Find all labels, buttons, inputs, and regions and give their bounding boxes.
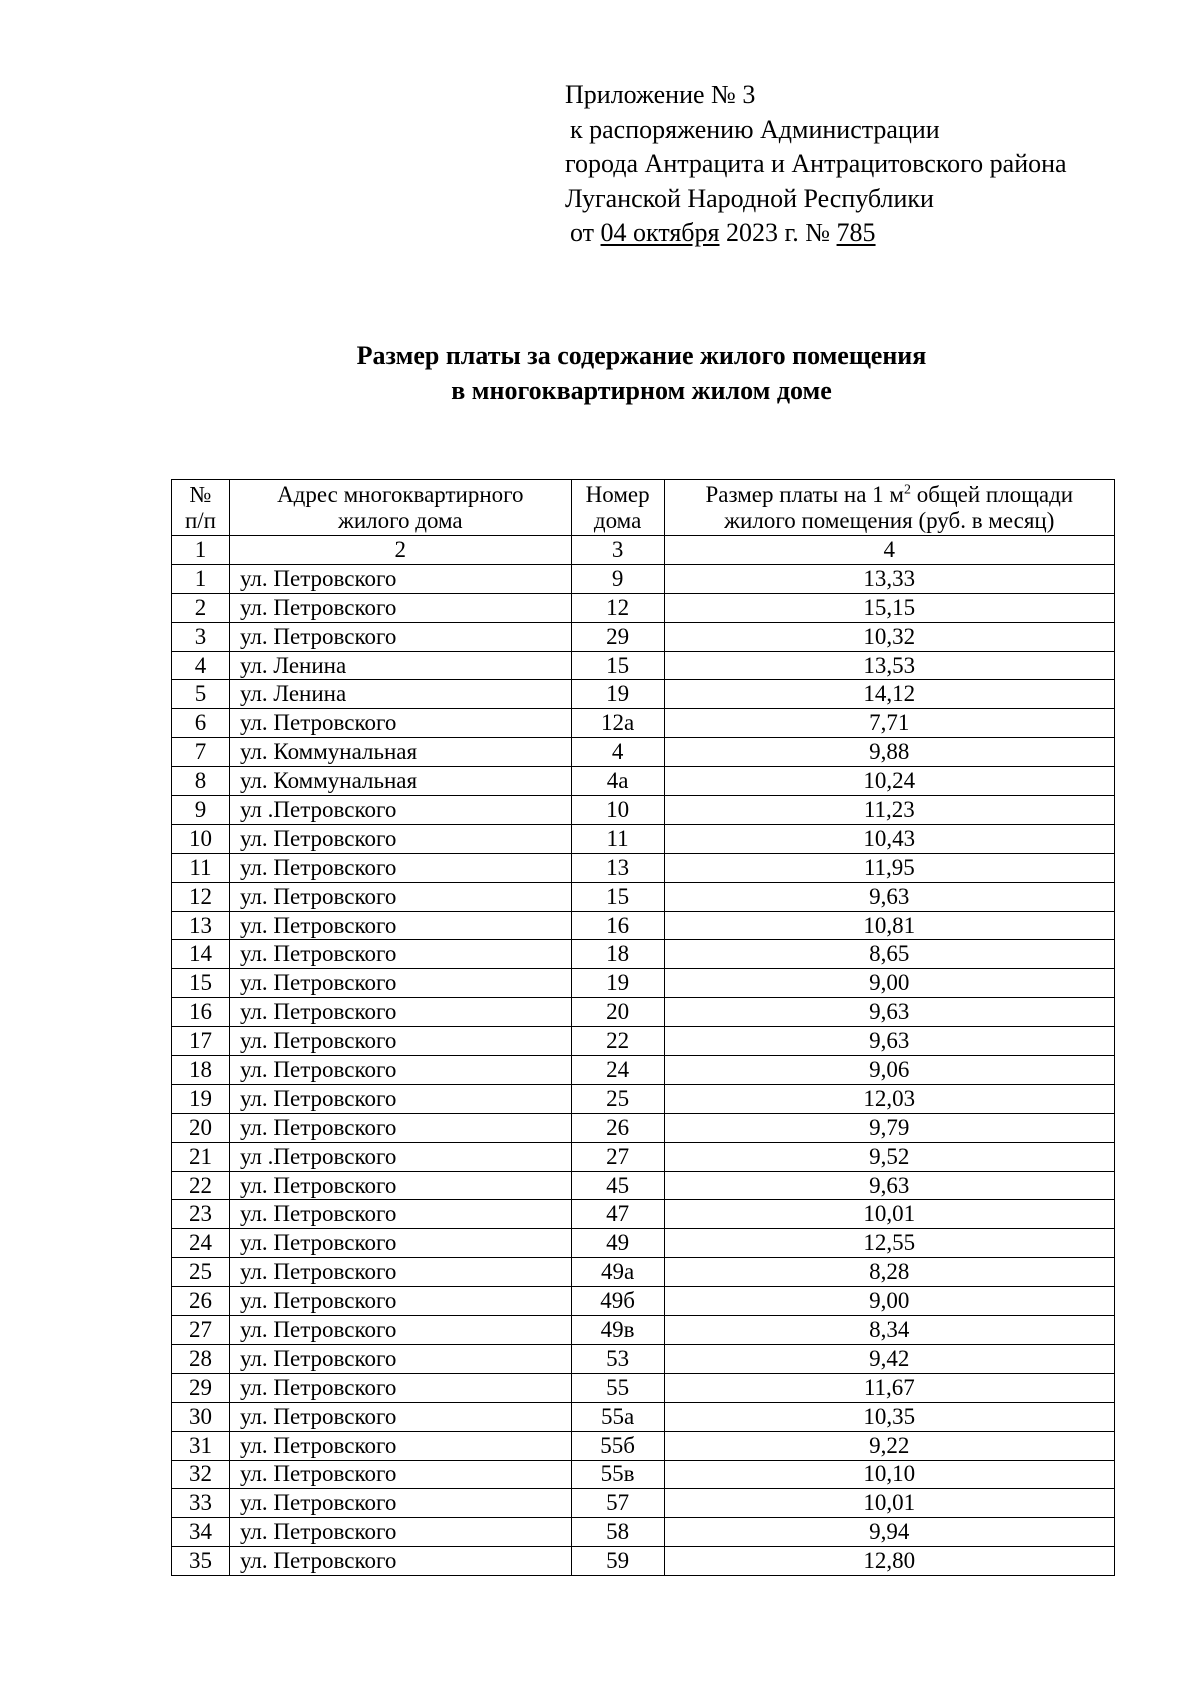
row-number-cell: 4 [172,651,230,680]
table-row [172,1056,1115,1085]
address-cell: ул. Петровского [229,1171,571,1200]
row-number-cell: 20 [172,1113,230,1142]
fee-cell: 10,24 [664,767,1114,796]
address-cell: ул. Петровского [229,1518,571,1547]
fee-cell: 9,00 [664,969,1114,998]
table-row [172,680,1115,709]
row-number-cell: 26 [172,1287,230,1316]
fee-cell: 9,63 [664,1027,1114,1056]
header-house-number [571,480,664,536]
house-number-cell: 13 [571,853,664,882]
fee-cell: 9,22 [664,1431,1114,1460]
row-number-cell: 1 [172,564,230,593]
row-number-cell: 18 [172,1056,230,1085]
appendix-line-2: к распоряжению Администрации [570,114,940,144]
row-number-cell: 14 [172,940,230,969]
table-row [172,1547,1115,1576]
fee-cell: 7,71 [664,709,1114,738]
table-row [172,1460,1115,1489]
fee-cell: 9,63 [664,882,1114,911]
house-number-cell: 19 [571,680,664,709]
header-number-line-2: п/п [184,507,216,533]
table-row [172,1258,1115,1287]
fee-cell: 9,79 [664,1113,1114,1142]
house-number-cell: 24 [571,1056,664,1085]
address-cell: ул. Петровского [229,593,571,622]
appendix-date-line [565,216,1067,251]
house-number-cell: 12 [571,593,664,622]
table-row [172,882,1115,911]
row-number-cell: 34 [172,1518,230,1547]
fee-cell: 13,33 [664,564,1114,593]
table-row [172,824,1115,853]
row-number-cell: 22 [172,1171,230,1200]
column-number-cell: 1 [172,536,230,565]
house-number-cell: 15 [571,882,664,911]
fee-cell: 10,32 [664,622,1114,651]
table-row [172,767,1115,796]
house-number-cell: 53 [571,1344,664,1373]
table-row [172,1200,1115,1229]
date-year: 2023 г. № [719,218,837,247]
row-number-cell: 30 [172,1402,230,1431]
house-number-cell: 10 [571,796,664,825]
house-number-cell: 58 [571,1518,664,1547]
address-cell: ул. Петровского [229,911,571,940]
table-row [172,709,1115,738]
table-row [172,1287,1115,1316]
house-number-cell: 29 [571,622,664,651]
fee-cell: 13,53 [664,651,1114,680]
row-number-cell: 33 [172,1489,230,1518]
table-row [172,911,1115,940]
appendix-line-3: города Антрацита и Антрацитовского района [565,149,1067,178]
fee-cell: 12,80 [664,1547,1114,1576]
row-number-cell: 13 [172,911,230,940]
row-number-cell: 3 [172,622,230,651]
fee-cell: 15,15 [664,593,1114,622]
fee-cell: 11,23 [664,796,1114,825]
column-number-cell: 2 [229,536,571,565]
header-fee-line-1 [665,482,1114,508]
fee-cell: 9,94 [664,1518,1114,1547]
header-fee-superscript: 2 [903,481,911,497]
row-number-cell: 5 [172,680,230,709]
row-number-cell: 27 [172,1316,230,1345]
house-number-cell: 49б [571,1287,664,1316]
table-row [172,1489,1115,1518]
table-row [172,1113,1115,1142]
house-number-cell: 11 [571,824,664,853]
row-number-cell: 19 [172,1084,230,1113]
row-number-cell: 10 [172,824,230,853]
address-cell: ул. Петровского [229,1084,571,1113]
address-cell: ул. Петровского [229,564,571,593]
address-cell: ул. Петровского [229,1258,571,1287]
address-cell: ул. Петровского [229,1431,571,1460]
address-cell: ул. Петровского [229,1547,571,1576]
address-cell: ул. Ленина [229,651,571,680]
table-row [172,1518,1115,1547]
house-number-cell: 20 [571,998,664,1027]
header-house-line-2: дома [593,507,642,533]
fee-cell: 9,42 [664,1344,1114,1373]
address-cell: ул. Петровского [229,853,571,882]
table-row [172,1229,1115,1258]
fee-cell: 9,06 [664,1056,1114,1085]
table-row [172,969,1115,998]
date-prefix: от [570,218,601,247]
address-cell: ул. Петровского [229,969,571,998]
house-number-cell: 55в [571,1460,664,1489]
row-number-cell: 24 [172,1229,230,1258]
fee-cell: 9,00 [664,1287,1114,1316]
address-cell: ул. Петровского [229,1229,571,1258]
house-number-cell: 19 [571,969,664,998]
address-cell: ул .Петровского [229,1142,571,1171]
fee-cell: 9,88 [664,738,1114,767]
table-row [172,796,1115,825]
fee-cell: 10,01 [664,1489,1114,1518]
appendix-header [565,78,1067,251]
house-number-cell: 22 [571,1027,664,1056]
fee-cell: 14,12 [664,680,1114,709]
house-number-cell: 49 [571,1229,664,1258]
house-number-cell: 55 [571,1373,664,1402]
header-fee-line-2: жилого помещения (руб. в месяц) [724,507,1055,533]
header-address-line-1: Адрес многоквартирного [277,481,524,507]
house-number-cell: 26 [571,1113,664,1142]
house-number-cell: 25 [571,1084,664,1113]
row-number-cell: 15 [172,969,230,998]
row-number-cell: 21 [172,1142,230,1171]
column-number-cell: 4 [664,536,1114,565]
address-cell: ул. Петровского [229,1489,571,1518]
address-cell: ул. Петровского [229,940,571,969]
fee-cell: 9,63 [664,998,1114,1027]
address-cell: ул. Ленина [229,680,571,709]
row-number-cell: 11 [172,853,230,882]
table-body [172,536,1115,1576]
address-cell: ул. Петровского [229,1316,571,1345]
column-number-row [172,536,1115,565]
house-number-cell: 49а [571,1258,664,1287]
fee-cell: 10,35 [664,1402,1114,1431]
house-number-cell: 47 [571,1200,664,1229]
address-cell: ул. Петровского [229,1027,571,1056]
table-row [172,622,1115,651]
row-number-cell: 8 [172,767,230,796]
address-cell: ул. Петровского [229,1402,571,1431]
appendix-line-1: Приложение № 3 [565,80,756,109]
row-number-cell: 31 [172,1431,230,1460]
table-row [172,651,1115,680]
table-row [172,738,1115,767]
table-row [172,593,1115,622]
row-number-cell: 29 [172,1373,230,1402]
house-number-cell: 59 [571,1547,664,1576]
fee-cell: 8,65 [664,940,1114,969]
row-number-cell: 6 [172,709,230,738]
house-number-cell: 18 [571,940,664,969]
address-cell: ул. Петровского [229,1056,571,1085]
address-cell: ул. Коммунальная [229,767,571,796]
table-row [172,940,1115,969]
address-cell: ул. Петровского [229,882,571,911]
row-number-cell: 23 [172,1200,230,1229]
header-fee-text-a: Размер платы на 1 м [705,481,904,507]
table-row [172,1402,1115,1431]
address-cell: ул. Петровского [229,1287,571,1316]
fee-cell: 12,03 [664,1084,1114,1113]
order-number: 785 [836,218,876,247]
header-number [172,480,230,536]
document-title [0,338,1200,408]
fee-cell: 10,01 [664,1200,1114,1229]
house-number-cell: 55а [571,1402,664,1431]
header-number-line-1: № [189,481,212,507]
house-number-cell: 27 [571,1142,664,1171]
row-number-cell: 12 [172,882,230,911]
header-address-line-2: жилого дома [337,507,463,533]
house-number-cell: 15 [571,651,664,680]
fee-cell: 11,67 [664,1373,1114,1402]
fee-cell: 10,43 [664,824,1114,853]
fee-cell: 8,34 [664,1316,1114,1345]
table-row [172,998,1115,1027]
address-cell: ул. Петровского [229,998,571,1027]
house-number-cell: 49в [571,1316,664,1345]
order-date: 04 октября [600,218,720,247]
row-number-cell: 16 [172,998,230,1027]
house-number-cell: 16 [571,911,664,940]
address-cell: ул. Петровского [229,1200,571,1229]
table-header-row [172,480,1115,536]
row-number-cell: 35 [172,1547,230,1576]
house-number-cell: 45 [571,1171,664,1200]
house-number-cell: 55б [571,1431,664,1460]
fee-cell: 11,95 [664,853,1114,882]
fee-cell: 10,10 [664,1460,1114,1489]
house-number-cell: 57 [571,1489,664,1518]
address-cell: ул. Петровского [229,1113,571,1142]
table-row [172,1142,1115,1171]
title-line-2: в многоквартирном жилом доме [451,376,832,405]
address-cell: ул. Петровского [229,1373,571,1402]
row-number-cell: 25 [172,1258,230,1287]
row-number-cell: 2 [172,593,230,622]
address-cell: ул .Петровского [229,796,571,825]
row-number-cell: 17 [172,1027,230,1056]
header-fee [664,480,1114,536]
address-cell: ул. Коммунальная [229,738,571,767]
house-number-cell: 4а [571,767,664,796]
header-address [229,480,571,536]
address-cell: ул. Петровского [229,622,571,651]
house-number-cell: 12а [571,709,664,738]
table-row [172,1084,1115,1113]
table-row [172,1431,1115,1460]
header-house-line-1: Номер [585,481,650,507]
address-cell: ул. Петровского [229,824,571,853]
fee-cell: 9,52 [664,1142,1114,1171]
table-row [172,1373,1115,1402]
table-row [172,1171,1115,1200]
address-cell: ул. Петровского [229,1344,571,1373]
title-line-1: Размер платы за содержание жилого помещения [356,341,927,370]
row-number-cell: 7 [172,738,230,767]
row-number-cell: 28 [172,1344,230,1373]
fee-cell: 12,55 [664,1229,1114,1258]
address-cell: ул. Петровского [229,709,571,738]
fees-table [171,479,1115,1576]
fee-cell: 9,63 [664,1171,1114,1200]
table-row [172,564,1115,593]
appendix-line-4: Луганской Народной Республики [565,183,934,213]
address-cell: ул. Петровского [229,1460,571,1489]
fee-cell: 10,81 [664,911,1114,940]
header-fee-text-b: общей площади [910,481,1074,507]
table-row [172,1344,1115,1373]
house-number-cell: 4 [571,738,664,767]
row-number-cell: 9 [172,796,230,825]
table-row [172,1027,1115,1056]
table-row [172,853,1115,882]
table-row [172,1316,1115,1345]
fee-cell: 8,28 [664,1258,1114,1287]
house-number-cell: 9 [571,564,664,593]
row-number-cell: 32 [172,1460,230,1489]
column-number-cell: 3 [571,536,664,565]
